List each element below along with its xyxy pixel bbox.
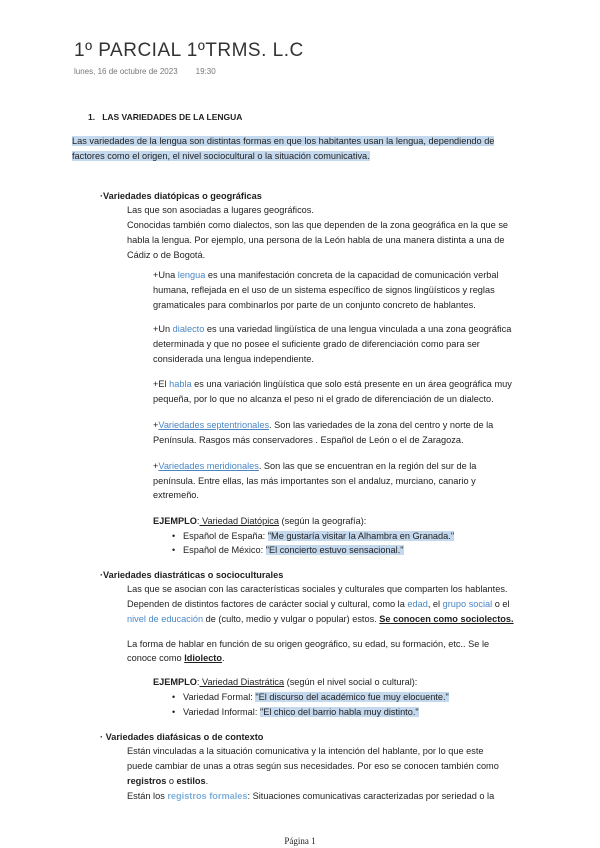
septentrionales-line-1	[153, 418, 493, 434]
septentrionales-term: Variedades septentrionales	[158, 420, 270, 430]
grupo-term: grupo social	[442, 599, 493, 609]
registros-term: registros	[127, 776, 167, 786]
lengua-line-3: gramaticales para combinarlos por parte de un conjunto concreto de hablantes.	[153, 300, 476, 310]
septentrionales-text: . Son las variedades de la zona del centro y norte de la	[269, 420, 494, 430]
item-quote: "Me gustaría visitar la Alhambra en Granada."	[267, 531, 455, 541]
date-text: lunes, 16 de octubre de 2023	[74, 67, 178, 76]
page-title: 1º PARCIAL 1ºTRMS. L.C	[74, 40, 304, 61]
diafasicas-line-3	[127, 774, 208, 790]
meridionales-term: Variedades meridionales	[158, 461, 259, 471]
dialecto-text: es una variedad lingüística de una lengua vinculada a una zona geográfica	[204, 324, 512, 334]
diastraticas-text: conoce como	[127, 653, 185, 663]
item-quote: "El discurso del académico fue muy elocuente."	[255, 692, 449, 702]
meridionales-text: . Son las que se encuentran en la región del sur de la	[258, 461, 477, 471]
ejemplo-diatopica-line	[153, 514, 366, 530]
ejemplo-diastratica-line	[153, 675, 417, 691]
ejemplo-diastratica-item-2	[183, 705, 419, 721]
dialecto-line-2: determinada y que no posee el suficiente grado de diferenciación como para ser	[153, 339, 480, 349]
nivel-term: nivel de educación	[127, 614, 204, 624]
diastraticas-line-5	[127, 651, 225, 667]
ejemplo-diastratica-item-1	[183, 690, 449, 706]
section-title: LAS VARIEDADES DE LA LENGUA	[102, 112, 243, 122]
intro-line-2	[72, 149, 370, 165]
comma-text: , el	[427, 599, 443, 609]
habla-line-1	[153, 377, 512, 393]
habla-term: habla	[169, 379, 192, 389]
bullet-dot: •	[172, 531, 176, 541]
lengua-prefix: +Una	[153, 270, 178, 280]
estilos-term: estilos	[176, 776, 206, 786]
diafasicas-line-1: Están vinculadas a la situación comunicativa y la intención del hablante, por lo que este	[127, 746, 484, 756]
habla-text: es una variación lingüística que solo está presente en un área geográfica muy	[191, 379, 512, 389]
dot-text: .	[221, 653, 225, 663]
bullet-dot: •	[172, 545, 176, 555]
edad-term: edad	[407, 599, 428, 609]
diastraticas-line-2	[127, 597, 510, 613]
dialecto-prefix: +Un	[153, 324, 173, 334]
ejemplo-note: (según la geografía):	[278, 516, 367, 526]
ejemplo-note: (según el nivel social o cultural):	[284, 677, 418, 687]
lengua-text: es una manifestación concreta de la capacidad de comunicación verbal	[205, 270, 499, 280]
item-label: Español de España:	[183, 531, 268, 541]
diatopicas-line-1: Las que son asociadas a lugares geográficos.	[127, 205, 314, 215]
habla-prefix: +El	[153, 379, 170, 389]
item-label: Variedad Formal:	[183, 692, 256, 702]
meridionales-line-1	[153, 459, 476, 475]
ejemplo-label: EJEMPLO	[153, 677, 197, 687]
ejemplo-sep: :	[196, 516, 200, 526]
ejemplo-kind: Variedad Diatópica	[199, 516, 279, 526]
lengua-line-1	[153, 268, 499, 284]
diafasicas-text: Están los	[127, 791, 168, 801]
lengua-term: lengua	[177, 270, 206, 280]
diastraticas-heading: ·Variedades diastráticas o socioculturales	[100, 570, 284, 580]
diatopicas-line-4: Cádiz o de Bogotá.	[127, 250, 206, 260]
diafasicas-heading: · Variedades diafásicas o de contexto	[100, 732, 264, 742]
diafasicas-line-2: puede cambiar de unas a otras según sus necesidades. Por eso se conocen también como	[127, 761, 499, 771]
bullet-dot: •	[172, 707, 176, 717]
oel-text: o el	[492, 599, 510, 609]
intro-text-1: Las variedades de la lengua son distintas formas en que los habitantes usan la lengua, dependiendo de	[72, 136, 495, 146]
meridionales-prefix: +	[153, 461, 159, 471]
diatopicas-line-2: Conocidas también como dialectos, son las que dependen de la zona geográfica en la que se	[127, 220, 509, 230]
dialecto-line-1	[153, 322, 511, 338]
item-quote: "El concierto estuvo sensacional."	[265, 545, 404, 555]
time-text: 19:30	[195, 67, 216, 76]
page-footer: Página 1	[284, 836, 316, 846]
ejemplo-sep: :	[196, 677, 200, 687]
diatopicas-line-3: habla la lengua. Por ejemplo, una persona de la León habla de una manera distinta a una de	[127, 235, 505, 245]
section-heading	[88, 110, 242, 126]
ejemplo-diatopica-item-2	[183, 543, 404, 559]
section-number: 1.	[88, 112, 96, 122]
diatopicas-heading: ·Variedades diatópicas o geográficas	[100, 191, 262, 201]
diafasicas-text: : Situaciones comunicativas caracterizadas por seriedad o la	[247, 791, 495, 801]
meridionales-line-2: península. Entre ellas, las más importantes son el andaluz, murciano, canario y	[153, 476, 476, 486]
meridionales-line-3: extremeño.	[153, 490, 199, 500]
lengua-line-2: humana, reflejada en el uso de un sistema específico de signos lingüísticos y reglas	[153, 285, 495, 295]
diastraticas-line-3	[127, 612, 514, 628]
sociolectos-term: Se conocen como sociolectos.	[379, 614, 514, 624]
dialecto-line-3: considerada una lengua independiente.	[153, 354, 314, 364]
diastraticas-text: de (culto, medio y vulgar o popular) estos.	[203, 614, 380, 624]
diastraticas-line-4: La forma de hablar en función de su origen geográfico, su edad, su formación, etc.. Se le	[127, 639, 490, 649]
formales-term: registros formales	[167, 791, 248, 801]
item-label: Español de México:	[183, 545, 266, 555]
dot-text: .	[205, 776, 209, 786]
ejemplo-label: EJEMPLO	[153, 516, 197, 526]
septentrionales-line-2: Península. Rasgos más conservadores . Español de León o el de Zaragoza.	[153, 435, 464, 445]
page-date	[74, 67, 216, 76]
diastraticas-text: Dependen de distintos factores de carácter social y cultural, como la	[127, 599, 408, 609]
dialecto-term: dialecto	[172, 324, 205, 334]
bullet-dot: •	[172, 692, 176, 702]
o-text: o	[166, 776, 177, 786]
habla-line-2: pequeña, por lo que no alcanza el peso ni el grado de diferenciación de un dialecto.	[153, 394, 494, 404]
septentrionales-prefix: +	[153, 420, 159, 430]
diafasicas-line-4	[127, 789, 494, 805]
diastraticas-line-1: Las que se asocian con las características sociales y culturales que comparten los hablantes.	[127, 584, 508, 594]
idiolecto-term: Idiolecto	[184, 653, 222, 663]
ejemplo-kind: Variedad Diastrática	[199, 677, 285, 687]
intro-text-2: factores como el origen, el nivel sociocultural o la situación comunicativa.	[72, 151, 370, 161]
item-quote: "El chico del barrio habla muy distinto."	[259, 707, 419, 717]
item-label: Variedad Informal:	[183, 707, 260, 717]
intro-line-1	[72, 134, 494, 150]
